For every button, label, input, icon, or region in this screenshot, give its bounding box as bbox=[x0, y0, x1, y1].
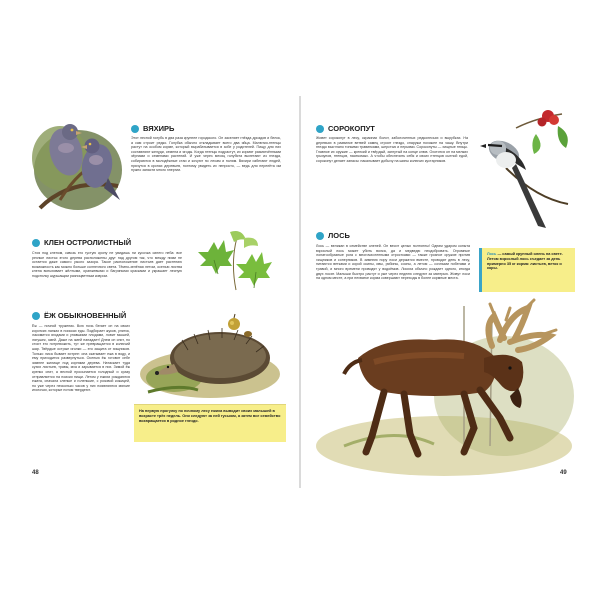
hedgehog-note: На первую прогулку по ночному лесу ежиха выводит своих малышей в возрасте трёх недель. Они следуют за ней гуськом, а затем все семейство возвращается в родное гнездо. bbox=[134, 404, 286, 442]
hedgehog-title: ЁЖ ОБЫКНОВЕННЫЙ bbox=[44, 311, 127, 320]
pigeon-text: Этот лесной голубь в два раза крупнее городского. Он заселяет гнёзда дроздов и белок, а сам строит редко. Голубка обычно откладывает всего два яйца. Малютки-птенцы растут на особом корме, который вырабатывается в зобе у родителей. Пищу для них составляют желуди, семена и ягоды. Когда птенцы подрастут, их кормят размягчёнными зёрнами и семенами растений. И уже через месяц голубята вылетают из гнезда, собираются в молодёжные стаи и кочуют по лесам и полям. Вяхири избегают людей, прячутся в кронах деревьев, поэтому увидеть их непросто, — ведь для перелёта им нужно запасти много энергии. bbox=[131, 136, 281, 173]
moose-title: ЛОСЬ bbox=[328, 231, 350, 240]
pigeon-illustration bbox=[30, 108, 125, 213]
maple-leaf-illustration bbox=[188, 230, 288, 302]
section-title-shrike bbox=[316, 124, 375, 133]
section-title-hedgehog bbox=[32, 311, 126, 320]
moose-text: Лось — великан в семействе оленей. Он весит целых полтонны! Одним ударом копыта взрослый лось может убить волка, да и медведю несдобровать. Огромные лопатообразные рога с многочисленными отростками — также грозное оружие против хищников и соперников. В зимнюю пору лоси держатся вместе, проводят день в лесу, питаются ветками и корой осины, ивы, рябины, сосны, а летом — сочными побегами и травой, и много времени проводят у водоёмов. Лосиха обычно рождает одного, иногда двух лосят. Малыши быстро растут и уже через неделю следуют за матерью. Живут лоси на одном месте, а при нехватке корма совершают переходы в более кормные места. bbox=[316, 244, 470, 281]
hedgehog-text: Ёж — ночной труженик. Всю ночь бегает он на своих коротких лапках в поисках еды. Подбирает жуков, улиток, лакомится ягодами и упавшими плодами, ловит мышей, лягушек, змей. Даже на змей нападает! Днем он спит, но стоит его потревожить, тут же превращается в колючий шар. Твёрдые острые иголки — его защита от хищников. Только лиса бывает хитрее: она скатывает ежа в воду, и ему приходится развернуться. Осенью ёж готовит себе зимнее жилище под корнями дерева. Натаскает туда сухих листьев, травы, мха и зарывается в них. Зимой ёж крепко спит, а весной просыпается голодный и сразу отправляется на поиски пищи. Летом у ежихи рождаются ежата, сначала слепые и голенькие, с розовой кожицей, но уже через несколько часов у них появляются мягкие иголочки, которые потом твердеют. bbox=[32, 324, 130, 393]
bullet-icon bbox=[131, 125, 139, 133]
pigeon-title: ВЯХИРЬ bbox=[143, 124, 175, 133]
maple-text: Стоя под кленом, сквозь его густую крону не увидишь ни кусочка синего неба: все резные листья этого дерева расположены друг над другом так, что между ними не остается даже самого узкого зазора. Такое расположение листьев дает растению возможность как можно больше солнечного света. Тёмно-зелёная летом, осенью листва клена вспыхивает жёлтыми, оранжевыми и багряными красками и украшает лесную подстилку шуршащим разноцветным ковром. bbox=[32, 251, 182, 278]
page-number-left: 48 bbox=[32, 470, 39, 476]
page-number-right: 49 bbox=[560, 470, 567, 476]
shrike-illustration bbox=[476, 108, 576, 238]
section-title-moose bbox=[316, 231, 350, 240]
moose-note-text: — самый крупный олень на свете. Летом взрослый лось съедает за день примерно 35 кг корма: листьев, веток и коры. bbox=[487, 252, 563, 271]
moose-note bbox=[479, 248, 575, 292]
page-gutter bbox=[299, 96, 301, 488]
maple-title: КЛЕН ОСТРОЛИСТНЫЙ bbox=[44, 238, 132, 247]
moose-note-lead: Лось bbox=[487, 252, 497, 256]
bullet-icon bbox=[316, 232, 324, 240]
bullet-icon bbox=[316, 125, 324, 133]
shrike-text: Живет сорокопут в лесу, окраинах болот, заболоченных редколесьях и вырубках. На деревьях в развилке ветвей самец строит гнездо, снаружи похожее на чашу. Внутри гнездо выстлано тонкими травинками, шерстью и перьями. Сорокопуты — хищные птицы. Главное их оружие — крепкий и твёрдый, загнутый на конце клюв. Охотится он на мелких грызунов, птенцов, насекомых. А чтобы обеспечить себя и своих птенцов сытной едой, сорокопут делает запасы: накалывает добычу на шипы колючих кустарников. bbox=[316, 136, 468, 163]
hedgehog-illustration bbox=[138, 314, 284, 400]
section-title-pigeon bbox=[131, 124, 174, 133]
bullet-icon bbox=[32, 312, 40, 320]
moose-illustration bbox=[314, 296, 582, 484]
section-title-maple bbox=[32, 238, 131, 247]
bullet-icon bbox=[32, 239, 40, 247]
shrike-title: СОРОКОПУТ bbox=[328, 124, 375, 133]
